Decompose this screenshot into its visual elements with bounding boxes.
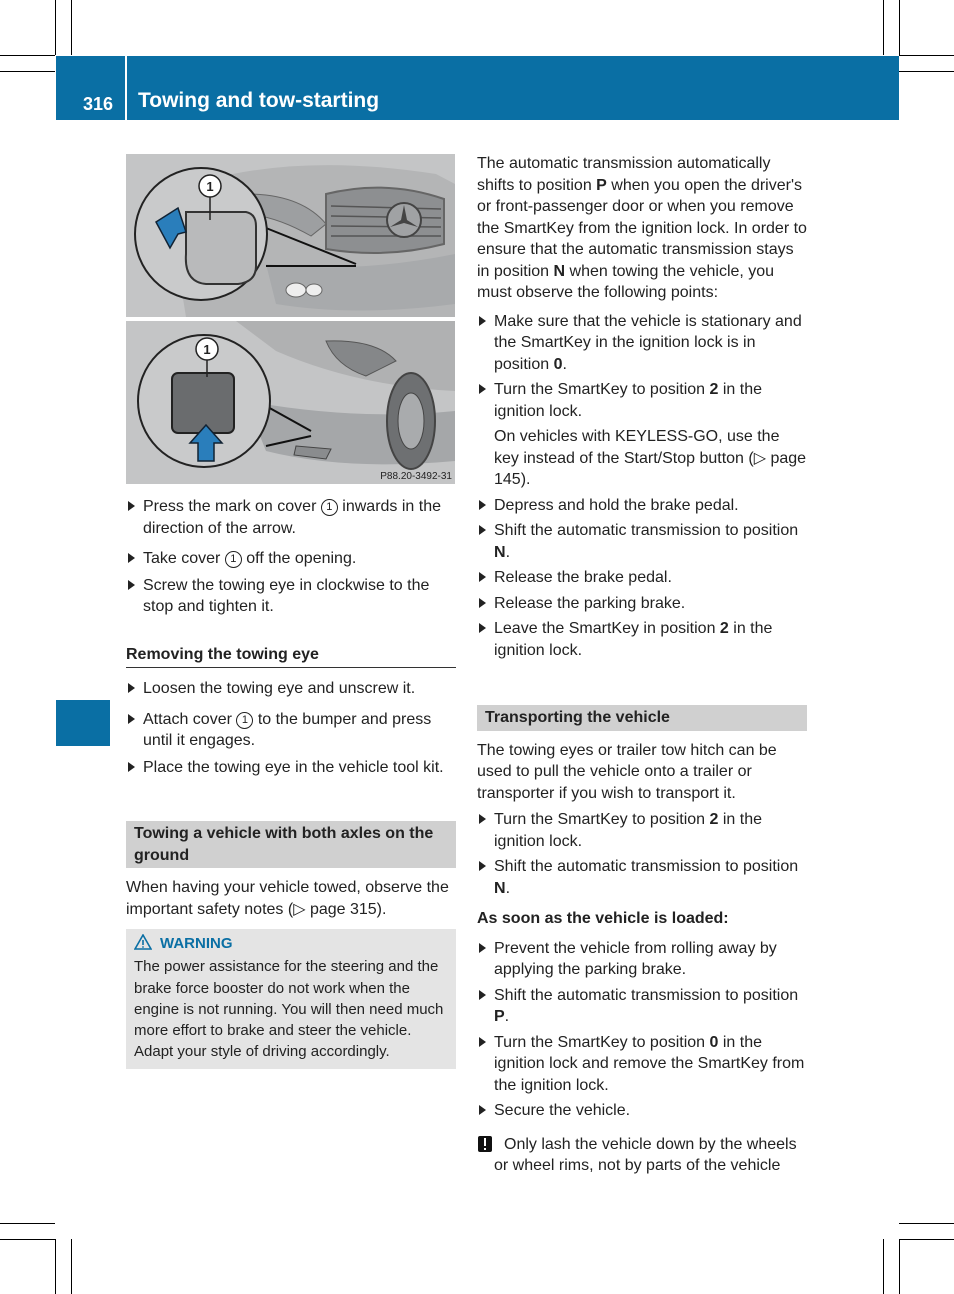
section-heading: Towing a vehicle with both axles on the ground (126, 821, 456, 868)
crop-mark (0, 71, 55, 72)
crop-mark (0, 55, 55, 56)
bullet-arrow-icon (479, 525, 486, 535)
list-item: Turn the SmartKey to position 0 in the ignition lock and remove the SmartKey from the ignition lock. (477, 1032, 807, 1097)
crop-mark (71, 0, 72, 55)
list-item: Secure the vehicle. (477, 1100, 807, 1122)
bullet-arrow-icon (479, 861, 486, 871)
callout-number: 1 (203, 342, 211, 357)
bullet-arrow-icon (479, 598, 486, 608)
list-item: Turn the SmartKey to position 2 in the ignition lock. (477, 379, 807, 422)
page-title: Towing and tow-starting (138, 89, 380, 112)
paragraph: The automatic transmission automatically shifts to position P when you open the driver's or front-passenger door or when you remove the SmartKey from the ignition lock. In order to ensure that the automatic transmission stays in position N when towing the vehicle, you must observe the following points: (477, 155, 807, 301)
chapter-tab (56, 700, 110, 746)
keyless-note: On vehicles with KEYLESS-GO, use the key instead of the Start/Stop button (▷ page 145). (494, 428, 807, 488)
warning-title: WARNING (160, 935, 233, 952)
crop-mark (0, 1239, 55, 1240)
exclamation-mark (484, 1138, 486, 1146)
bullet-arrow-icon (479, 572, 486, 582)
crop-mark (55, 1239, 56, 1294)
bullet-arrow-icon (128, 580, 135, 590)
crop-mark (883, 0, 884, 55)
bullet-arrow-icon (479, 384, 486, 394)
rear-bumper-illustration (126, 321, 455, 484)
bullet-arrow-icon (128, 553, 135, 563)
list-item: Depress and hold the brake pedal. (477, 495, 807, 517)
bullet-arrow-icon (479, 1105, 486, 1115)
list-item: Shift the automatic transmission to position P. (477, 985, 807, 1028)
bullet-arrow-icon (479, 1037, 486, 1047)
bullet-arrow-icon (128, 501, 135, 511)
exclamation-dot (484, 1148, 486, 1150)
crop-mark (899, 0, 900, 55)
list-item: Release the parking brake. (477, 593, 807, 615)
list-item: Shift the automatic transmission to position N. (477, 856, 807, 899)
crop-mark (0, 1223, 55, 1224)
crop-mark (899, 1239, 900, 1294)
crop-mark (899, 1239, 954, 1240)
paragraph: When having your vehicle towed, observe the important safety notes (▷ page 315). (126, 879, 449, 918)
figure-code: P88.20-3492-31 (380, 471, 452, 482)
warning-triangle-icon (134, 934, 152, 950)
list-item: Screw the towing eye in clockwise to the stop and tighten it. (126, 575, 456, 618)
callout-circle-icon: 1 (321, 499, 338, 516)
list-item: Prevent the vehicle from rolling away by applying the parking brake. (477, 938, 807, 981)
list-item: Place the towing eye in the vehicle tool kit. (126, 757, 456, 779)
crop-mark (883, 1239, 884, 1294)
note-item: Only lash the vehicle down by the wheels or wheel rims, not by parts of the vehicle (477, 1134, 807, 1177)
bullet-arrow-icon (479, 500, 486, 510)
crop-mark (899, 55, 954, 56)
callout-number: 1 (206, 179, 214, 194)
list-item: Loosen the towing eye and unscrew it. (126, 678, 456, 700)
list-item: Release the brake pedal. (477, 567, 807, 589)
crop-mark (55, 0, 56, 55)
crop-mark (899, 1223, 954, 1224)
page-number: 316 (83, 94, 114, 114)
front-bumper-drawing (126, 154, 455, 317)
bullet-arrow-icon (479, 990, 486, 1000)
subsection-heading: As soon as the vehicle is loaded: (477, 910, 729, 927)
right-column (477, 153, 807, 1177)
header-divider (125, 56, 127, 120)
list-item: Make sure that the vehicle is stationary and the SmartKey in the ignition lock is in position 0. (477, 311, 807, 376)
bullet-arrow-icon (479, 623, 486, 633)
list-item: Attach cover 1 to the bumper and press until it engages. (126, 709, 456, 752)
section-heading: Removing the towing eye (126, 644, 456, 669)
bullet-arrow-icon (128, 683, 135, 693)
bullet-arrow-icon (479, 814, 486, 824)
bullet-arrow-icon (128, 762, 135, 772)
section-heading: Transporting the vehicle (477, 705, 807, 731)
paragraph: The towing eyes or trailer tow hitch can be used to pull the vehicle onto a trailer or transporter if you wish to transport it. (477, 741, 777, 802)
list-item: Take cover 1 off the opening. (126, 548, 456, 570)
bullet-arrow-icon (479, 943, 486, 953)
callout-circle-icon: 1 (236, 712, 253, 729)
bullet-arrow-icon (479, 316, 486, 326)
list-item: Turn the SmartKey to position 2 in the ignition lock. (477, 809, 807, 852)
bullet-arrow-icon (128, 714, 135, 724)
rear-bumper-drawing (126, 321, 455, 484)
warning-box (126, 929, 456, 1069)
list-item: Shift the automatic transmission to position N. (477, 520, 807, 563)
list-item: Press the mark on cover 1 inwards in the direction of the arrow. (126, 496, 456, 539)
list-item: Leave the SmartKey in position 2 in the ignition lock. (477, 618, 807, 661)
left-column (126, 496, 456, 1069)
crop-mark (71, 1239, 72, 1294)
front-bumper-illustration (126, 154, 455, 317)
callout-circle-icon: 1 (225, 551, 242, 568)
crop-mark (899, 71, 954, 72)
warning-text: The power assistance for the steering and the brake force booster do not work when the engine is not running. You will then need much more effort to brake and steer the vehicle. Adapt your style of driving accordingly. (134, 958, 444, 1061)
